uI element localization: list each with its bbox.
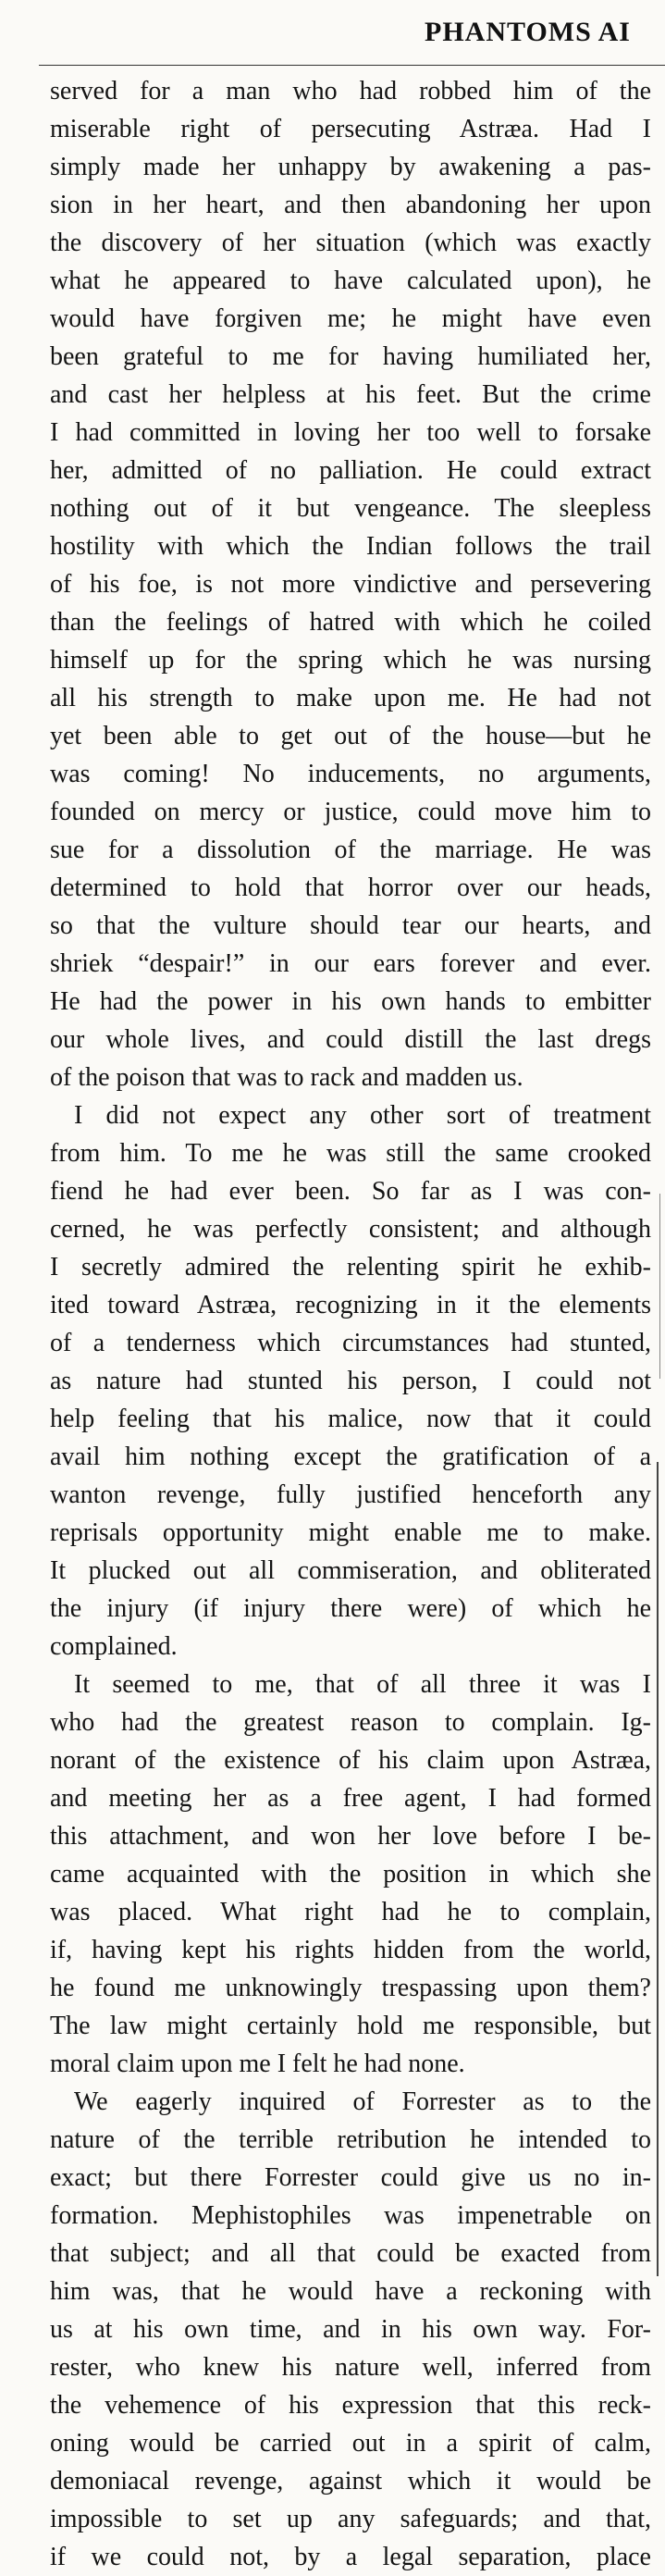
text-line: complained. <box>50 1632 178 1661</box>
body-text <box>50 72 651 2576</box>
text-line: the discovery of her situation (which was exactly <box>50 229 651 257</box>
text-line: formation. Mephistophiles was impenetrable on <box>50 2201 651 2230</box>
running-head: PHANTOMS AI <box>425 17 631 47</box>
text-line: and meeting her as a free agent, I had formed <box>50 1784 651 1813</box>
text-line: been grateful to me for having humiliated her, <box>50 342 651 371</box>
paragraph <box>50 1096 651 1666</box>
text-line: who had the greatest reason to complain. Ig- <box>50 1708 651 1737</box>
text-line: moral claim upon me I felt he had none. <box>50 2050 465 2078</box>
text-line: from him. To me he was still the same crooked <box>50 1139 651 1168</box>
text-line: and cast her helpless at his feet. But the crime <box>50 380 651 409</box>
text-line: this attachment, and won her love before I be- <box>50 1822 651 1851</box>
text-line: he found me unknowingly trespassing upon them? <box>50 1974 651 2002</box>
text-line: fiend he had ever been. So far as I was con- <box>50 1177 651 1206</box>
text-line: rester, who knew his nature well, inferred from <box>50 2353 651 2382</box>
text-line: determined to hold that horror over our heads, <box>50 873 651 902</box>
text-line: It plucked out all commiseration, and obliterated <box>50 1556 651 1585</box>
text-line: the injury (if injury there were) of which he <box>50 1594 651 1623</box>
text-line: yet been able to get out of the house—but he <box>50 722 651 750</box>
text-line: so that the vulture should tear our hearts, and <box>50 911 651 940</box>
text-line: impossible to set up any safeguards; and that, <box>50 2505 651 2533</box>
text-line: him was, that he would have a reckoning with <box>50 2277 651 2306</box>
text-line: her, admitted of no palliation. He could extract <box>50 456 651 485</box>
text-line: oning would be carried out in a spirit of calm, <box>50 2429 651 2458</box>
text-line: as nature had stunted his person, I could not <box>50 1367 651 1395</box>
text-line: The law might certainly hold me responsible, but <box>50 2012 651 2040</box>
text-line: the vehemence of his expression that this reck- <box>50 2391 651 2420</box>
text-line: if we could not, by a legal separation, place <box>50 2543 651 2571</box>
text-line: He had the power in his own hands to embitter <box>50 987 651 1016</box>
text-line: all his strength to make upon me. He had not <box>50 684 651 712</box>
text-line: came acquainted with the position in which she <box>50 1860 651 1889</box>
text-line: sue for a dissolution of the marriage. He was <box>50 836 651 864</box>
text-line: of a tenderness which circumstances had stunted, <box>50 1329 651 1357</box>
text-line: nature of the terrible retribution he intended to <box>50 2125 651 2154</box>
text-line: of his foe, is not more vindictive and persevering <box>50 570 651 599</box>
text-line: what he appeared to have calculated upon), he <box>50 266 651 295</box>
text-line: shriek “despair!” in our ears forever and ever. <box>50 949 651 978</box>
text-line: simply made her unhappy by awakening a pas- <box>50 153 651 181</box>
text-line: It seemed to me, that of all three it was I <box>74 1670 651 1699</box>
text-line: sion in her heart, and then abandoning her upon <box>50 191 651 219</box>
text-line: us at his own time, and in his own way. For- <box>50 2315 651 2344</box>
text-line: reprisals opportunity might enable me to make. <box>50 1518 651 1547</box>
text-line: hostility with which the Indian follows the trail <box>50 532 651 561</box>
text-line: We eagerly inquired of Forrester as to the <box>74 2087 651 2116</box>
paragraph <box>50 72 651 1096</box>
text-line: I secretly admired the relenting spirit he exhib- <box>50 1253 651 1282</box>
text-line: exact; but there Forrester could give us no in- <box>50 2163 651 2192</box>
paragraph <box>50 2083 651 2576</box>
text-line: that subject; and all that could be exacted from <box>50 2239 651 2268</box>
text-line: of the poison that was to rack and madden us. <box>50 1063 523 1092</box>
text-line: norant of the existence of his claim upon Astræa, <box>50 1746 651 1775</box>
text-line: I had committed in loving her too well to forsake <box>50 418 651 447</box>
text-line: miserable right of persecuting Astræa. Had I <box>50 115 651 143</box>
text-line: was coming! No inducements, no arguments, <box>50 760 651 788</box>
text-line: our whole lives, and could distill the last dregs <box>50 1025 651 1054</box>
text-line: would have forgiven me; he might have even <box>50 304 651 333</box>
text-line: help feeling that his malice, now that it could <box>50 1405 651 1433</box>
text-line: nothing out of it but vengeance. The sleepless <box>50 494 651 523</box>
text-line: avail him nothing except the gratification of a <box>50 1443 651 1471</box>
text-line: if, having kept his rights hidden from the world, <box>50 1936 651 1964</box>
text-line: served for a man who had robbed him of the <box>50 77 651 105</box>
margin-rule-lower <box>657 1462 659 2276</box>
header-rule <box>39 65 665 66</box>
text-line: founded on mercy or justice, could move him to <box>50 798 651 826</box>
text-line: I did not expect any other sort of treatment <box>74 1101 651 1130</box>
margin-rule-upper <box>659 1194 660 1379</box>
paragraph <box>50 1666 651 2083</box>
text-line: than the feelings of hatred with which he coiled <box>50 608 651 637</box>
text-line: was placed. What right had he to complain, <box>50 1898 651 1926</box>
text-line: demoniacal revenge, against which it would be <box>50 2467 651 2496</box>
text-line: wanton revenge, fully justified henceforth any <box>50 1480 651 1509</box>
text-line: ited toward Astræa, recognizing in it the elements <box>50 1291 651 1319</box>
text-line: cerned, he was perfectly consistent; and although <box>50 1215 651 1244</box>
text-line: himself up for the spring which he was nursing <box>50 646 651 675</box>
